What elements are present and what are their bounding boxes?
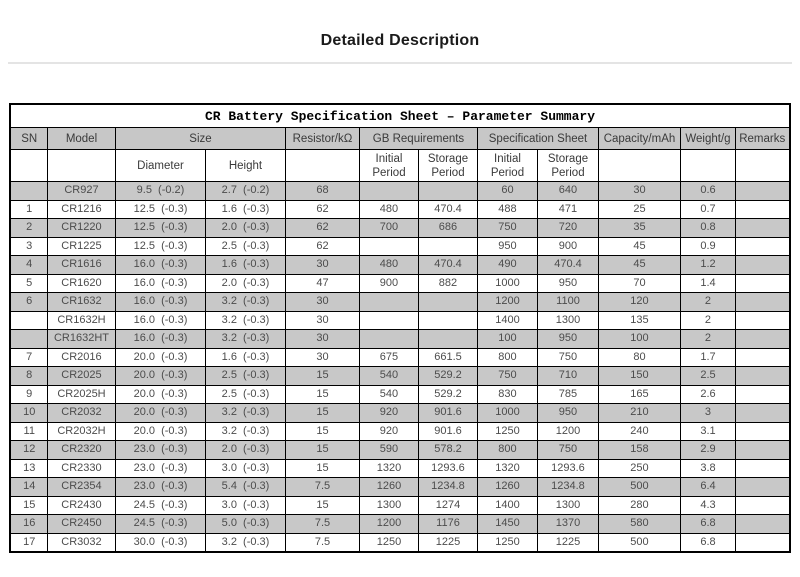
cell-remarks — [735, 182, 789, 201]
cell-remarks — [735, 293, 789, 312]
sub-header-blank — [47, 150, 115, 182]
table-row-cr1632h — [10, 311, 789, 330]
cell-weight: 1.2 — [680, 256, 735, 275]
cell-capacity: 135 — [598, 311, 680, 330]
cell-spec_storage: 900 — [537, 237, 598, 256]
cell-height: 1.6 (-0.3) — [205, 348, 285, 367]
cell-resistor: 47 — [285, 274, 359, 293]
table-row-cr2016 — [10, 348, 789, 367]
cell-height: 2.0 (-0.3) — [205, 441, 285, 460]
cell-remarks — [735, 311, 789, 330]
cell-weight: 0.6 — [680, 182, 735, 201]
cell-sn: 15 — [10, 496, 47, 515]
cell-spec_initial: 60 — [477, 182, 537, 201]
cell-remarks — [735, 256, 789, 275]
cell-model: CR2430 — [47, 496, 115, 515]
cell-capacity: 158 — [598, 441, 680, 460]
cell-resistor: 15 — [285, 367, 359, 386]
cell-model: CR1225 — [47, 237, 115, 256]
cell-gb_storage: 686 — [418, 219, 477, 238]
cell-spec_initial: 1400 — [477, 311, 537, 330]
col-header-gb-requirements: GB Requirements — [359, 128, 477, 150]
cell-spec_storage: 950 — [537, 404, 598, 423]
col-header-specification-sheet: Specification Sheet — [477, 128, 598, 150]
sub-header-height: Height — [205, 150, 285, 182]
table-row-cr2320 — [10, 441, 789, 460]
cell-height: 3.2 (-0.3) — [205, 293, 285, 312]
sub-header-storage-period: Storage Period — [418, 150, 477, 182]
cell-gb_storage: 470.4 — [418, 200, 477, 219]
cell-capacity: 45 — [598, 237, 680, 256]
col-header-capacity-mah: Capacity/mAh — [598, 128, 680, 150]
cell-height: 2.5 (-0.3) — [205, 385, 285, 404]
cell-spec_initial: 750 — [477, 367, 537, 386]
cell-resistor: 62 — [285, 237, 359, 256]
table-row-cr2025 — [10, 367, 789, 386]
cell-weight: 1.4 — [680, 274, 735, 293]
cell-gb_storage — [418, 293, 477, 312]
cell-model: CR1216 — [47, 200, 115, 219]
cell-height: 2.0 (-0.3) — [205, 219, 285, 238]
cell-remarks — [735, 404, 789, 423]
cell-remarks — [735, 478, 789, 497]
cell-diameter: 20.0 (-0.3) — [115, 404, 205, 423]
cell-weight: 3.1 — [680, 422, 735, 441]
cell-spec_storage: 1293.6 — [537, 459, 598, 478]
cell-capacity: 80 — [598, 348, 680, 367]
cell-remarks — [735, 200, 789, 219]
table-row-cr2032h — [10, 422, 789, 441]
cell-resistor: 62 — [285, 200, 359, 219]
cell-height: 5.0 (-0.3) — [205, 515, 285, 534]
cell-diameter: 20.0 (-0.3) — [115, 422, 205, 441]
cell-gb_initial: 480 — [359, 200, 418, 219]
cell-sn: 11 — [10, 422, 47, 441]
cell-spec_initial: 800 — [477, 441, 537, 460]
cell-remarks — [735, 219, 789, 238]
cell-diameter: 30.0 (-0.3) — [115, 533, 205, 552]
cell-weight: 2.6 — [680, 385, 735, 404]
cell-sn: 3 — [10, 237, 47, 256]
cell-model: CR2025 — [47, 367, 115, 386]
cell-capacity: 580 — [598, 515, 680, 534]
cell-weight: 2 — [680, 293, 735, 312]
cell-gb_storage — [418, 311, 477, 330]
cell-diameter: 16.0 (-0.3) — [115, 330, 205, 349]
cell-sn: 17 — [10, 533, 47, 552]
cell-gb_initial: 900 — [359, 274, 418, 293]
cell-gb_initial: 540 — [359, 385, 418, 404]
cell-weight: 4.3 — [680, 496, 735, 515]
cell-gb_storage: 882 — [418, 274, 477, 293]
sub-header-blank — [598, 150, 680, 182]
table-row-cr2354 — [10, 478, 789, 497]
table-row-cr1216 — [10, 200, 789, 219]
cell-spec_storage: 1225 — [537, 533, 598, 552]
cell-resistor: 30 — [285, 330, 359, 349]
cell-gb_initial: 1320 — [359, 459, 418, 478]
cell-gb_initial: 1300 — [359, 496, 418, 515]
cell-spec_initial: 830 — [477, 385, 537, 404]
sub-header-initial-period: Initial Period — [359, 150, 418, 182]
table-row-cr927 — [10, 182, 789, 201]
cell-diameter: 16.0 (-0.3) — [115, 311, 205, 330]
cell-capacity: 25 — [598, 200, 680, 219]
cell-spec_initial: 490 — [477, 256, 537, 275]
cell-capacity: 250 — [598, 459, 680, 478]
cell-model: CR1616 — [47, 256, 115, 275]
cell-resistor: 15 — [285, 496, 359, 515]
cell-model: CR3032 — [47, 533, 115, 552]
table-row-cr1225 — [10, 237, 789, 256]
page-title: Detailed Description — [320, 32, 480, 49]
cell-remarks — [735, 515, 789, 534]
cell-height: 2.7 (-0.2) — [205, 182, 285, 201]
cell-height: 2.0 (-0.3) — [205, 274, 285, 293]
sub-header-blank — [10, 150, 47, 182]
cell-spec_storage: 1234.8 — [537, 478, 598, 497]
cell-gb_storage: 1234.8 — [418, 478, 477, 497]
cell-model: CR2330 — [47, 459, 115, 478]
cell-height: 3.2 (-0.3) — [205, 311, 285, 330]
cell-gb_initial — [359, 237, 418, 256]
cell-sn — [10, 182, 47, 201]
cell-gb_initial: 1200 — [359, 515, 418, 534]
sub-header-initial-period: Initial Period — [477, 150, 537, 182]
cell-gb_initial: 675 — [359, 348, 418, 367]
cell-spec_initial: 800 — [477, 348, 537, 367]
cell-spec_initial: 488 — [477, 200, 537, 219]
cell-spec_storage: 950 — [537, 274, 598, 293]
cell-model: CR2032 — [47, 404, 115, 423]
cell-model: CR2016 — [47, 348, 115, 367]
cell-weight: 3.8 — [680, 459, 735, 478]
cell-gb_storage: 1293.6 — [418, 459, 477, 478]
cell-height: 3.0 (-0.3) — [205, 496, 285, 515]
cell-model: CR2025H — [47, 385, 115, 404]
cell-diameter: 23.0 (-0.3) — [115, 459, 205, 478]
sub-header-blank — [680, 150, 735, 182]
cell-spec_storage: 710 — [537, 367, 598, 386]
cell-spec_initial: 950 — [477, 237, 537, 256]
cell-sn: 12 — [10, 441, 47, 460]
cell-spec_initial: 100 — [477, 330, 537, 349]
cell-spec_storage: 471 — [537, 200, 598, 219]
cell-remarks — [735, 348, 789, 367]
cell-spec_storage: 750 — [537, 441, 598, 460]
cell-spec_initial: 1260 — [477, 478, 537, 497]
cell-diameter: 12.5 (-0.3) — [115, 219, 205, 238]
cell-gb_storage: 661.5 — [418, 348, 477, 367]
sub-header-blank — [735, 150, 789, 182]
sub-header-storage-period: Storage Period — [537, 150, 598, 182]
cell-gb_storage: 529.2 — [418, 385, 477, 404]
cell-gb_storage: 901.6 — [418, 422, 477, 441]
cell-capacity: 500 — [598, 478, 680, 497]
cell-remarks — [735, 237, 789, 256]
cell-spec_initial: 1200 — [477, 293, 537, 312]
cell-remarks — [735, 422, 789, 441]
cell-model: CR2320 — [47, 441, 115, 460]
cell-resistor: 15 — [285, 385, 359, 404]
sub-header-blank — [285, 150, 359, 182]
cell-gb_initial: 1260 — [359, 478, 418, 497]
cell-spec_storage: 1370 — [537, 515, 598, 534]
cell-height: 2.5 (-0.3) — [205, 367, 285, 386]
cell-gb_initial — [359, 293, 418, 312]
cell-resistor: 62 — [285, 219, 359, 238]
cell-weight: 1.7 — [680, 348, 735, 367]
col-header-remarks: Remarks — [735, 128, 789, 150]
cell-model: CR1220 — [47, 219, 115, 238]
cell-remarks — [735, 496, 789, 515]
cell-diameter: 23.0 (-0.3) — [115, 441, 205, 460]
cell-capacity: 240 — [598, 422, 680, 441]
cell-capacity: 70 — [598, 274, 680, 293]
cell-spec_initial: 1250 — [477, 533, 537, 552]
cell-resistor: 7.5 — [285, 515, 359, 534]
cell-weight: 2 — [680, 311, 735, 330]
cell-gb_storage: 470.4 — [418, 256, 477, 275]
cell-resistor: 7.5 — [285, 533, 359, 552]
cell-model: CR1632HT — [47, 330, 115, 349]
cell-weight: 2 — [680, 330, 735, 349]
cell-sn: 2 — [10, 219, 47, 238]
cell-sn: 6 — [10, 293, 47, 312]
cell-resistor: 30 — [285, 311, 359, 330]
cell-capacity: 280 — [598, 496, 680, 515]
cell-diameter: 16.0 (-0.3) — [115, 256, 205, 275]
table-row-cr2450 — [10, 515, 789, 534]
cell-sn: 16 — [10, 515, 47, 534]
cell-spec_initial: 1250 — [477, 422, 537, 441]
cell-resistor: 30 — [285, 256, 359, 275]
cell-model: CR2450 — [47, 515, 115, 534]
cell-capacity: 35 — [598, 219, 680, 238]
cell-gb_initial: 540 — [359, 367, 418, 386]
cell-gb_storage: 1274 — [418, 496, 477, 515]
cell-diameter: 20.0 (-0.3) — [115, 348, 205, 367]
cell-spec_initial: 1400 — [477, 496, 537, 515]
table-row-cr1632ht — [10, 330, 789, 349]
cell-gb_initial: 480 — [359, 256, 418, 275]
table-row-cr2330 — [10, 459, 789, 478]
cell-remarks — [735, 441, 789, 460]
cell-height: 3.2 (-0.3) — [205, 404, 285, 423]
cell-diameter: 20.0 (-0.3) — [115, 385, 205, 404]
cell-sn — [10, 311, 47, 330]
cell-capacity: 500 — [598, 533, 680, 552]
table-row-cr1620 — [10, 274, 789, 293]
section-divider — [8, 62, 792, 64]
cell-sn: 13 — [10, 459, 47, 478]
table-title-row — [10, 104, 789, 128]
cell-remarks — [735, 385, 789, 404]
cell-diameter: 9.5 (-0.2) — [115, 182, 205, 201]
cell-weight: 0.7 — [680, 200, 735, 219]
header-row-groups — [10, 128, 789, 150]
cell-sn: 4 — [10, 256, 47, 275]
cell-model: CR2354 — [47, 478, 115, 497]
cell-capacity: 150 — [598, 367, 680, 386]
cell-resistor: 68 — [285, 182, 359, 201]
cell-diameter: 20.0 (-0.3) — [115, 367, 205, 386]
cell-capacity: 210 — [598, 404, 680, 423]
header-row-subcolumns — [10, 150, 789, 182]
cell-spec_initial: 1320 — [477, 459, 537, 478]
cell-spec_storage: 1100 — [537, 293, 598, 312]
cell-weight: 0.9 — [680, 237, 735, 256]
cell-height: 3.0 (-0.3) — [205, 459, 285, 478]
cell-remarks — [735, 330, 789, 349]
cell-spec_storage: 785 — [537, 385, 598, 404]
cell-model: CR2032H — [47, 422, 115, 441]
table-row-cr1220 — [10, 219, 789, 238]
cell-capacity: 165 — [598, 385, 680, 404]
cell-weight: 6.8 — [680, 515, 735, 534]
cell-height: 3.2 (-0.3) — [205, 422, 285, 441]
cell-gb_initial: 1250 — [359, 533, 418, 552]
cell-remarks — [735, 367, 789, 386]
cell-gb_storage — [418, 237, 477, 256]
cell-spec_storage: 1300 — [537, 496, 598, 515]
cell-height: 3.2 (-0.3) — [205, 330, 285, 349]
cell-remarks — [735, 274, 789, 293]
cell-height: 5.4 (-0.3) — [205, 478, 285, 497]
col-header-size: Size — [115, 128, 285, 150]
cell-capacity: 100 — [598, 330, 680, 349]
sub-header-diameter: Diameter — [115, 150, 205, 182]
cell-gb_storage: 578.2 — [418, 441, 477, 460]
cell-weight: 2.5 — [680, 367, 735, 386]
col-header-weight-g: Weight/g — [680, 128, 735, 150]
cell-diameter: 23.0 (-0.3) — [115, 478, 205, 497]
cell-spec_initial: 1000 — [477, 404, 537, 423]
cell-resistor: 15 — [285, 422, 359, 441]
table-body — [10, 182, 789, 553]
table-row-cr1632 — [10, 293, 789, 312]
cell-remarks — [735, 533, 789, 552]
cell-capacity: 30 — [598, 182, 680, 201]
cell-spec_storage: 720 — [537, 219, 598, 238]
cell-spec_storage: 750 — [537, 348, 598, 367]
cell-resistor: 30 — [285, 348, 359, 367]
cell-gb_initial — [359, 330, 418, 349]
cell-sn: 7 — [10, 348, 47, 367]
cell-capacity: 120 — [598, 293, 680, 312]
cell-resistor: 7.5 — [285, 478, 359, 497]
cell-gb_storage: 1176 — [418, 515, 477, 534]
table-row-cr1616 — [10, 256, 789, 275]
battery-spec-table — [9, 103, 790, 553]
table-row-cr3032 — [10, 533, 789, 552]
cell-model: CR1632H — [47, 311, 115, 330]
cell-weight: 6.8 — [680, 533, 735, 552]
cell-spec_storage: 1300 — [537, 311, 598, 330]
table-row-cr2025h — [10, 385, 789, 404]
cell-height: 3.2 (-0.3) — [205, 533, 285, 552]
cell-spec_storage: 470.4 — [537, 256, 598, 275]
table-row-cr2430 — [10, 496, 789, 515]
cell-gb_initial — [359, 182, 418, 201]
cell-spec_storage: 1200 — [537, 422, 598, 441]
cell-diameter: 16.0 (-0.3) — [115, 293, 205, 312]
cell-weight: 6.4 — [680, 478, 735, 497]
cell-weight: 2.9 — [680, 441, 735, 460]
cell-resistor: 15 — [285, 404, 359, 423]
cell-gb_storage: 529.2 — [418, 367, 477, 386]
col-header-sn: SN — [10, 128, 47, 150]
table-row-cr2032 — [10, 404, 789, 423]
cell-spec_storage: 950 — [537, 330, 598, 349]
cell-remarks — [735, 459, 789, 478]
cell-sn: 9 — [10, 385, 47, 404]
col-header-resistor-k: Resistor/kΩ — [285, 128, 359, 150]
cell-model: CR927 — [47, 182, 115, 201]
cell-height: 1.6 (-0.3) — [205, 256, 285, 275]
cell-weight: 0.8 — [680, 219, 735, 238]
cell-gb_initial — [359, 311, 418, 330]
cell-model: CR1632 — [47, 293, 115, 312]
cell-diameter: 12.5 (-0.3) — [115, 237, 205, 256]
cell-gb_initial: 700 — [359, 219, 418, 238]
cell-gb_initial: 920 — [359, 404, 418, 423]
cell-gb_storage — [418, 182, 477, 201]
cell-height: 1.6 (-0.3) — [205, 200, 285, 219]
cell-gb_storage — [418, 330, 477, 349]
cell-model: CR1620 — [47, 274, 115, 293]
cell-diameter: 16.0 (-0.3) — [115, 274, 205, 293]
cell-diameter: 12.5 (-0.3) — [115, 200, 205, 219]
cell-sn: 14 — [10, 478, 47, 497]
cell-spec_initial: 750 — [477, 219, 537, 238]
cell-gb_storage: 901.6 — [418, 404, 477, 423]
col-header-model: Model — [47, 128, 115, 150]
cell-spec_storage: 640 — [537, 182, 598, 201]
cell-gb_initial: 920 — [359, 422, 418, 441]
table-title: CR Battery Specification Sheet – Parameter Summary — [10, 104, 789, 128]
cell-sn: 10 — [10, 404, 47, 423]
cell-sn: 8 — [10, 367, 47, 386]
cell-diameter: 24.5 (-0.3) — [115, 496, 205, 515]
cell-sn: 1 — [10, 200, 47, 219]
cell-spec_initial: 1000 — [477, 274, 537, 293]
cell-capacity: 45 — [598, 256, 680, 275]
cell-weight: 3 — [680, 404, 735, 423]
cell-sn — [10, 330, 47, 349]
cell-resistor: 30 — [285, 293, 359, 312]
cell-gb_initial: 590 — [359, 441, 418, 460]
cell-diameter: 24.5 (-0.3) — [115, 515, 205, 534]
cell-height: 2.5 (-0.3) — [205, 237, 285, 256]
cell-resistor: 15 — [285, 459, 359, 478]
cell-resistor: 15 — [285, 441, 359, 460]
cell-gb_storage: 1225 — [418, 533, 477, 552]
cell-spec_initial: 1450 — [477, 515, 537, 534]
cell-sn: 5 — [10, 274, 47, 293]
